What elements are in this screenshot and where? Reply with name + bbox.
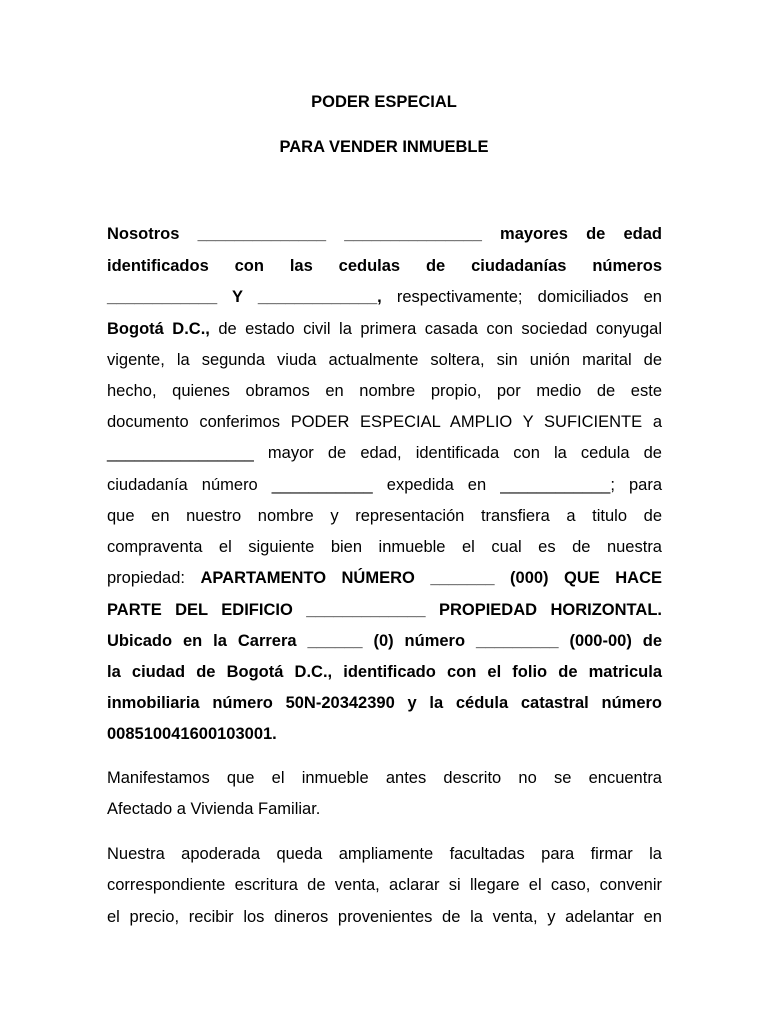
paragraph1-line14: Ubicado en la Carrera ______ (0) número _________ (000-00) de [107, 632, 662, 650]
paragraph1-line10: que en nuestro nombre y representación transfiera a titulo de [107, 507, 662, 525]
paragraph1-line13: PARTE DEL EDIFICIO _____________ PROPIEDAD HORIZONTAL. [107, 601, 662, 619]
paragraph1-line12-normal: propiedad: [107, 569, 185, 587]
paragraph3-line3: el precio, recibir los dineros provenientes de la venta, y adelantar en [107, 908, 662, 926]
paragraph1-line3-bold: ____________ Y _____________, [107, 288, 382, 306]
paragraph1-line2: identificados con las cedulas de ciudadanías números [107, 257, 662, 275]
paragraph1-line3 [107, 286, 662, 308]
paragraph1-line1: Nosotros ______________ _______________ mayores de edad [107, 225, 662, 243]
paragraph1-line12-bold: APARTAMENTO NÚMERO _______ (000) QUE HACE [200, 569, 662, 587]
paragraph1-line9: ciudadanía número ___________ expedida en ____________; para [107, 476, 662, 494]
paragraph1-line15: la ciudad de Bogotá D.C., identificado con el folio de matricula [107, 663, 662, 681]
paragraph2-line2: Afectado a Vivienda Familiar. [107, 800, 321, 818]
paragraph1-line4-rest: de estado civil la primera casada con sociedad conyugal [218, 320, 662, 338]
paragraph1-line5: vigente, la segunda viuda actualmente soltera, sin unión marital de [107, 351, 662, 369]
paragraph1-line6: hecho, quienes obramos en nombre propio, por medio de este [107, 382, 662, 400]
paragraph3-line2: correspondiente escritura de venta, aclarar si llegare el caso, convenir [107, 876, 662, 894]
paragraph1-line4-bold: Bogotá D.C., [107, 320, 210, 338]
paragraph1-line16: inmobiliaria número 50N-20342390 y la cédula catastral número [107, 694, 662, 712]
paragraph3-line1: Nuestra apoderada queda ampliamente facultadas para firmar la [107, 845, 662, 863]
paragraph2-line1: Manifestamos que el inmueble antes descrito no se encuentra [107, 769, 662, 787]
document-subtitle: PARA VENDER INMUEBLE [279, 138, 489, 156]
document-title: PODER ESPECIAL [311, 93, 457, 111]
paragraph1-line11: compraventa el siguiente bien inmueble el cual es de nuestra [107, 538, 662, 556]
paragraph1-line17: 008510041600103001. [107, 725, 277, 743]
paragraph1-line8: ________________ mayor de edad, identificada con la cedula de [107, 444, 662, 462]
paragraph1-line4 [107, 318, 662, 340]
paragraph1-line3-rest: respectivamente; domiciliados en [396, 288, 662, 306]
paragraph1-line7: documento conferimos PODER ESPECIAL AMPLIO Y SUFICIENTE a [107, 413, 662, 431]
paragraph1-line12 [107, 567, 662, 589]
